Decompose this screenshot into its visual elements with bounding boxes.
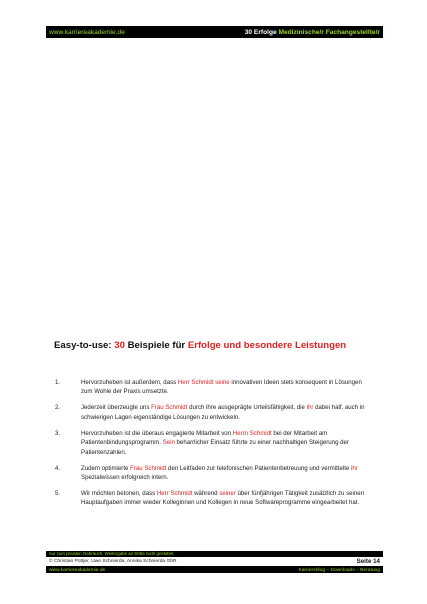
example-list [55, 378, 375, 514]
footer-links-row [46, 567, 383, 573]
heading-highlight: Erfolge und besondere Leistungen [187, 340, 347, 351]
body-text: während [192, 490, 220, 498]
body-text: Jederzeit überzeugte uns [81, 404, 152, 412]
footer-info-row [46, 557, 383, 567]
highlight-text: Herr Schmidt seine [177, 379, 230, 386]
header-title-accent: Medizinische/r Fachangestellte/r [278, 28, 380, 36]
list-item [55, 429, 375, 457]
highlight-text: ihr [351, 464, 358, 472]
body-text: Hervorzuheben ist außerdem, dass [81, 379, 178, 386]
highlight-text: Frau Schmidt [130, 464, 167, 472]
list-item [55, 378, 375, 397]
footer [46, 551, 383, 573]
footer-site-link[interactable]: www.karriereakademie.de [49, 567, 106, 573]
body-text: dabei half, auch in schwierigen Lagen eigenständige Lösungen zu entwickeln. [81, 404, 365, 421]
body-text: Spezialwissen erfolgreich intern. [81, 474, 169, 482]
heading-part1: Easy-to-use: [54, 340, 115, 351]
body-text: Zudem optimierte [81, 464, 131, 472]
header-title [245, 29, 380, 36]
body-text: bei der Mitarbeit am Patientenbindungsprogramm. [81, 429, 328, 447]
list-item-number: 3. [55, 429, 61, 437]
highlight-text: ihr [306, 404, 314, 412]
header-bar [46, 26, 383, 38]
list-item-text [81, 464, 375, 483]
body-text: Wir möchten betonen, dass [81, 490, 157, 498]
list-item-text [81, 403, 375, 422]
heading-part3: Beispiele für [124, 340, 188, 351]
body-text: beharrlicher Einsatz führte zu einer nachhaltigen Steigerung der Patientenzahlen. [81, 439, 349, 456]
body-text: über fünfjährigen Tätigkeit zusätzlich zu seinen Hauptaufgaben immer wieder Kolleginnen und Kollegen in neue Softwareprogramme eingearbeitet hat. [81, 490, 365, 507]
list-item-number: 5. [55, 490, 61, 498]
highlight-text: Herr Schmidt [156, 490, 193, 498]
list-item-number: 1. [55, 379, 61, 386]
body-text: den Leitfaden zur telefonischen Patientenbetreuung und vermittelte [166, 464, 351, 472]
highlight-text: Frau Schmidt [151, 404, 188, 412]
list-item-text [81, 378, 375, 397]
highlight-text: seiner [219, 490, 236, 498]
list-item-number: 4. [55, 464, 61, 472]
header-title-prefix: 30 Erfolge [244, 28, 279, 36]
highlight-text: Herrn Schmidt [232, 429, 272, 437]
list-item-text [81, 429, 375, 457]
body-text: durch ihre ausgeprägte Urteilsfähigkeit, die [187, 404, 307, 412]
header-site-link[interactable]: www.karriereakademie.de [49, 28, 125, 36]
heading-number: 30 [114, 340, 125, 351]
body-text: innovativen Ideen stets konsequent in Lösungen zum Wohle der Praxis umsetzte. [81, 379, 362, 396]
page-number: Seite 14 [356, 558, 380, 565]
list-item-text [81, 489, 375, 508]
section-heading [54, 340, 346, 351]
list-item [55, 489, 375, 508]
highlight-text: Sein [162, 439, 175, 447]
footer-copyright: © Christian Püttjer, Uwe Schnierda, Annika Schnierda GbR [49, 559, 177, 564]
footer-blog-link[interactable]: Karriereblog – Downloads – Beratung [298, 567, 380, 573]
footer-usage-note: nur zum privaten Gebrauch, Weitergabe an Dritte nicht gestattet [46, 551, 383, 557]
body-text: Hervorzuheben ist die überaus engagierte Mitarbeit von [81, 429, 233, 437]
list-item-number: 2. [55, 404, 61, 412]
list-item [55, 403, 375, 422]
list-item [55, 464, 375, 483]
